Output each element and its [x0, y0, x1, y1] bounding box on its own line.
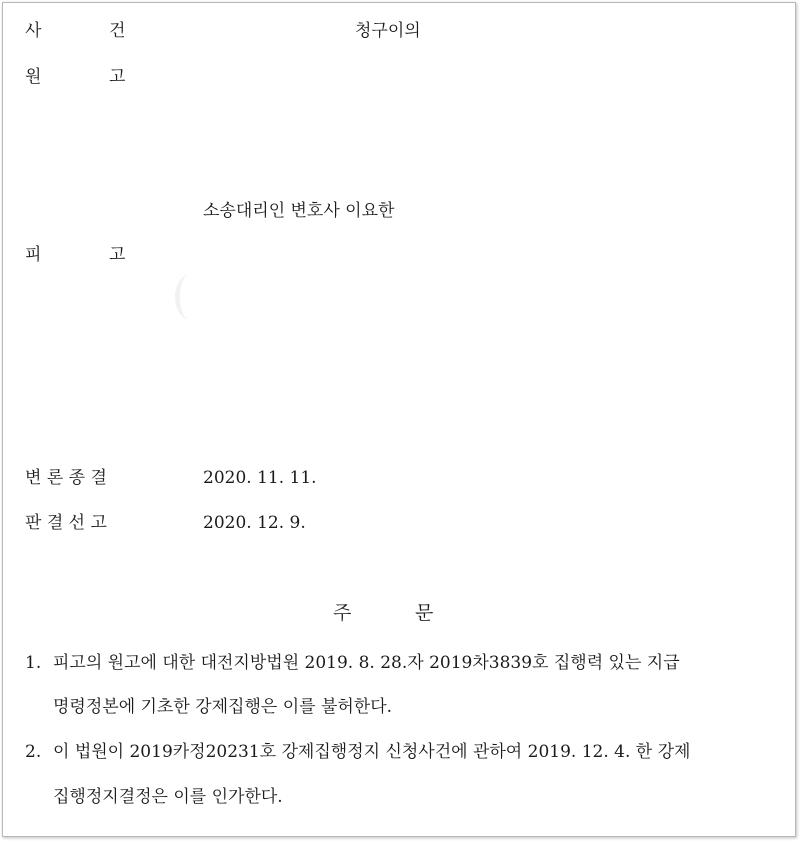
order-item-1: [25, 651, 680, 675]
order-item-text: 피고의 원고에 대한 대전지방법원 2019. 8. 28.자 2019차3839호 집행력 있는 지급: [53, 653, 680, 673]
judgment-date: 2020. 12. 9.: [203, 513, 306, 533]
plaintiff-label-char-2: 고: [109, 67, 126, 87]
plaintiff-counsel: 소송대리인 변호사 이요한: [203, 201, 395, 221]
order-item-text-continued: 집행정지결정은 이를 인가한다.: [53, 787, 283, 807]
closing-date: 2020. 11. 11.: [203, 468, 317, 488]
order-item-text: 이 법원이 2019카정20231호 강제집행정지 신청사건에 관하여 2019. 12. 4. 한 강제: [53, 742, 691, 762]
judgment-label: 판 결 선 고: [25, 513, 107, 533]
closing-label: 변 론 종 결: [25, 468, 107, 488]
order-item-2: [25, 740, 690, 764]
defendant-label-char-2: 고: [109, 245, 126, 265]
order-title-char-1: 주: [333, 602, 352, 624]
case-label-char-2: 건: [109, 21, 126, 41]
order-item-number: 2.: [25, 742, 42, 762]
order-item-text-continued: 명령정본에 기초한 강제집행은 이를 불허한다.: [53, 697, 393, 717]
judgment-document-page: [2, 2, 796, 837]
order-item-number: 1.: [25, 653, 42, 673]
case-name: 청구이의: [355, 21, 421, 41]
plaintiff-label-char-1: 원: [25, 67, 42, 87]
order-title-char-2: 문: [415, 602, 434, 624]
case-label-char-1: 사: [25, 21, 42, 41]
redaction-mark: [175, 275, 202, 319]
defendant-label-char-1: 피: [25, 245, 42, 265]
